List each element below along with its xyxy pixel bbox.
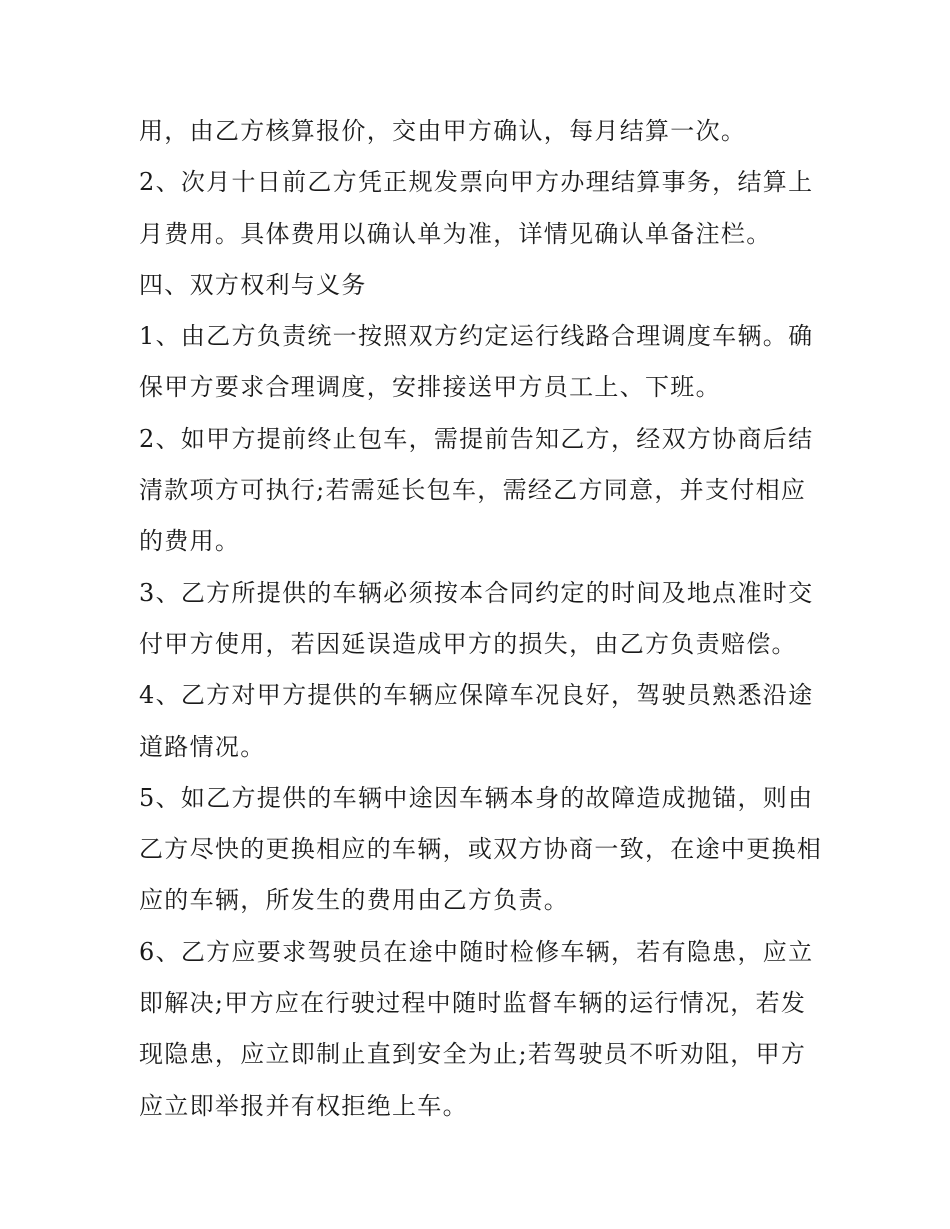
document-body bbox=[139, 106, 829, 1132]
text-line: 保甲方要求合理调度，安排接送甲方员工上、下班。 bbox=[139, 373, 721, 402]
text-line: 月费用。具体费用以确认单为准，详情见确认单备注栏。 bbox=[139, 219, 772, 248]
text-line: 用，由乙方核算报价，交由甲方确认，每月结算一次。 bbox=[139, 117, 747, 145]
text-line: 3、乙方所提供的车辆必须按本合同约定的时间及地点准时交 bbox=[139, 578, 814, 607]
text-line: 乙方尽快的更换相应的车辆，或双方协商一致，在途中更换相 bbox=[139, 835, 823, 864]
text-line: 现隐患，应立即制止直到安全为止;若驾驶员不听劝阻，甲方 bbox=[139, 1040, 807, 1069]
text-line: 5、如乙方提供的车辆中途因车辆本身的故障造成抛锚，则由 bbox=[139, 783, 814, 812]
text-line: 道路情况。 bbox=[139, 732, 266, 761]
text-line: 2、次月十日前乙方凭正规发票向甲方办理结算事务，结算上 bbox=[139, 168, 814, 197]
text-line: 应立即举报并有权拒绝上车。 bbox=[139, 1091, 468, 1120]
text-line: 即解决;甲方应在行驶过程中随时监督车辆的运行情况，若发 bbox=[139, 989, 807, 1018]
text-line: 清款项方可执行;若需延长包车，需经乙方同意，并支付相应 bbox=[139, 476, 807, 505]
section-heading: 四、双方权利与义务 bbox=[139, 270, 367, 299]
text-line: 的费用。 bbox=[139, 527, 241, 556]
text-line: 4、乙方对甲方提供的车辆应保障车况良好，驾驶员熟悉沿途 bbox=[139, 681, 814, 710]
text-line: 1、由乙方负责统一按照双方约定运行线路合理调度车辆。确 bbox=[139, 322, 814, 351]
text-line: 付甲方使用，若因延误造成甲方的损失，由乙方负责赔偿。 bbox=[139, 629, 797, 658]
text-line: 应的车辆，所发生的费用由乙方负责。 bbox=[139, 886, 570, 915]
text-line: 2、如甲方提前终止包车，需提前告知乙方，经双方协商后结 bbox=[139, 424, 814, 453]
text-line: 6、乙方应要求驾驶员在途中随时检修车辆，若有隐患，应立 bbox=[139, 937, 814, 966]
